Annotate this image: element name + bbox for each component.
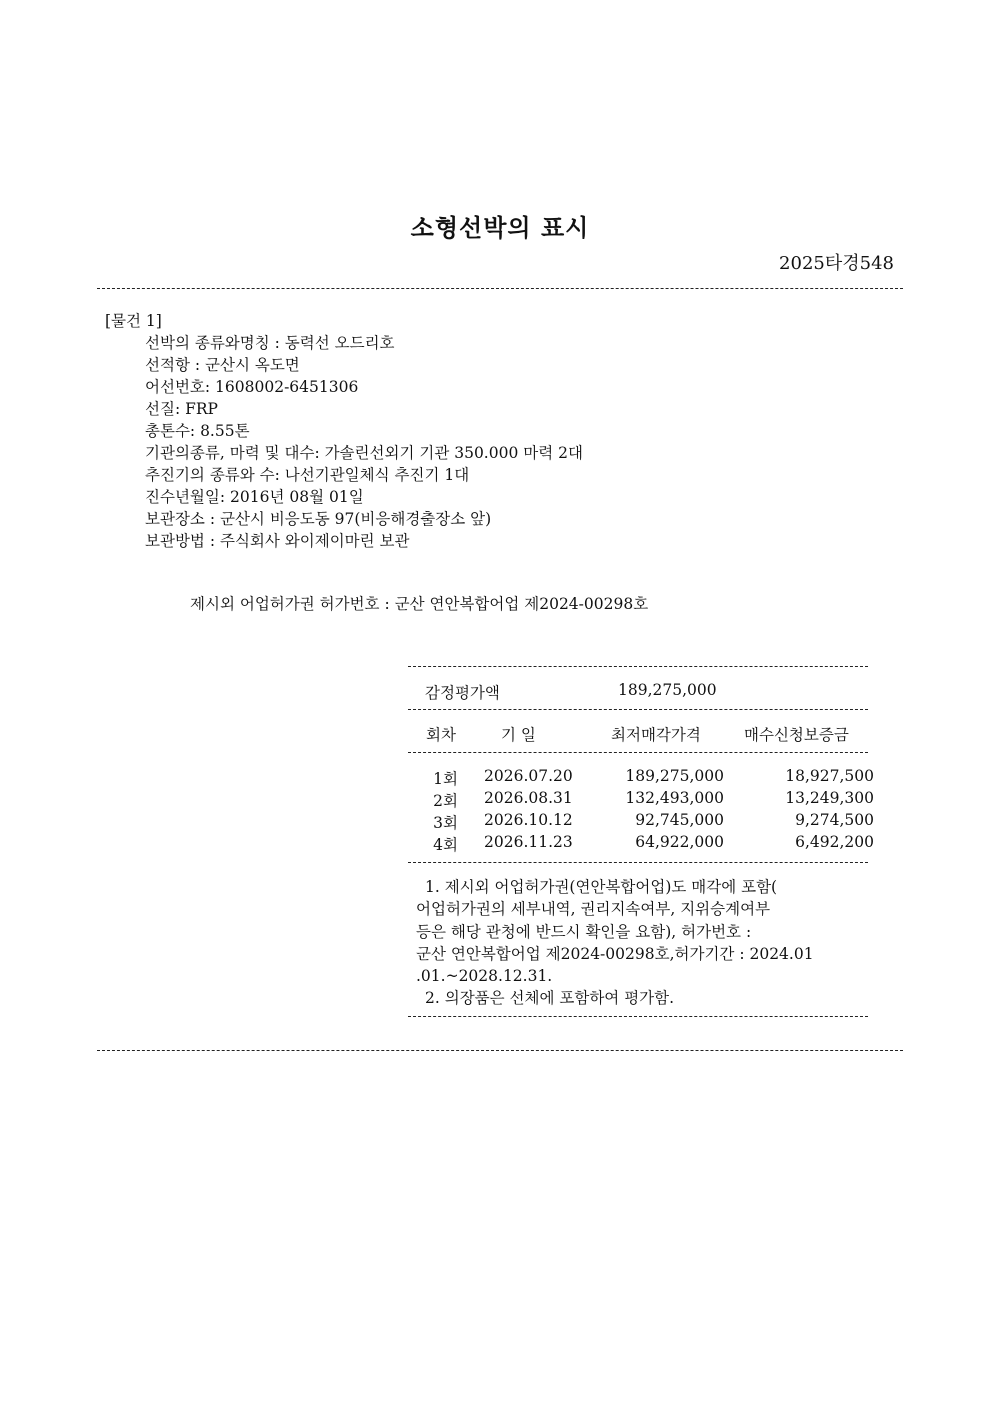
item-line-port: 선적항 : 군산시 옥도면: [145, 356, 300, 374]
round-cell: 4회: [433, 836, 458, 854]
item-line-storage-place: 보관장소 : 군산시 비응도동 97(비응해경출장소 앞): [145, 510, 492, 528]
date-cell: 2026.11.23: [484, 833, 573, 851]
auction-rule-bottom: [408, 1016, 868, 1017]
date-cell: 2026.08.31: [484, 789, 573, 807]
round-cell: 2회: [433, 792, 458, 810]
item-heading: [물건 1]: [105, 312, 162, 330]
notes-block: [416, 876, 866, 1010]
round-cell: 1회: [433, 770, 458, 788]
note-line: 2. 의장품은 선체에 포함하여 평가함.: [425, 989, 675, 1008]
item-line-engine: 기관의종류, 마력 및 대수: 가솔린선외기 기관 350.000 마력 2대: [145, 444, 583, 462]
bottom-divider: [97, 1050, 903, 1051]
min-price-cell: 92,745,000: [635, 811, 724, 829]
item-line-storage-method: 보관방법 : 주식회사 와이제이마린 보관: [145, 532, 410, 550]
date-cell: 2026.10.12: [484, 811, 573, 829]
item-line-vessel-number: 어선번호: 1608002-6451306: [145, 378, 359, 396]
table-row: [408, 833, 874, 855]
header-round: 회차: [426, 726, 456, 744]
auction-rule-top: [408, 666, 868, 667]
note-line: 어업허가권의 세부내역, 권리지속여부, 지위승계여부: [416, 900, 771, 919]
appraisal-label: 감정평가액: [425, 684, 500, 702]
min-price-cell: 64,922,000: [635, 833, 724, 851]
table-row: [408, 789, 874, 811]
item-line-material: 선질: FRP: [145, 400, 218, 418]
case-number: 2025타경548: [779, 253, 894, 274]
header-deposit: 매수신청보증금: [744, 726, 849, 744]
auction-rule-4: [408, 862, 868, 863]
note-line: 군산 연안복합어업 제2024-00298호,허가기간 : 2024.01: [416, 944, 814, 963]
item-block: [105, 310, 583, 552]
note-line: .01.~2028.12.31.: [416, 967, 553, 986]
table-row: [408, 767, 874, 789]
min-price-cell: 132,493,000: [625, 789, 724, 807]
deposit-cell: 6,492,200: [795, 833, 874, 851]
header-min-price: 최저매각가격: [611, 726, 701, 744]
date-cell: 2026.07.20: [484, 767, 573, 785]
item-line-vessel-type: 선박의 종류와명칭 : 동력선 오드리호: [145, 334, 395, 352]
note-line: 등은 해당 관청에 반드시 확인을 요함), 허가번호 :: [416, 922, 752, 941]
license-note: 제시외 어업허가권 허가번호 : 군산 연안복합어업 제2024-00298호: [190, 595, 649, 613]
auction-rule-2: [408, 709, 868, 710]
item-line-propeller: 추진기의 종류와 수: 나선기관일체식 추진기 1대: [145, 466, 470, 484]
min-price-cell: 189,275,000: [625, 767, 724, 785]
page-title: 소형선박의 표시: [410, 214, 590, 242]
header-date: 기 일: [501, 726, 536, 744]
table-row: [408, 811, 874, 833]
deposit-cell: 18,927,500: [785, 767, 874, 785]
item-line-launch-date: 진수년월일: 2016년 08월 01일: [145, 488, 364, 506]
appraisal-value: 189,275,000: [618, 681, 717, 699]
appraisal-row: [425, 681, 717, 703]
round-cell: 3회: [433, 814, 458, 832]
deposit-cell: 9,274,500: [795, 811, 874, 829]
deposit-cell: 13,249,300: [785, 789, 874, 807]
top-divider: [97, 288, 903, 289]
note-line: 1. 제시외 어업허가권(연안복합어업)도 매각에 포함(: [425, 878, 778, 896]
item-line-tonnage: 총톤수: 8.55톤: [145, 422, 250, 440]
auction-rule-3: [408, 752, 868, 753]
